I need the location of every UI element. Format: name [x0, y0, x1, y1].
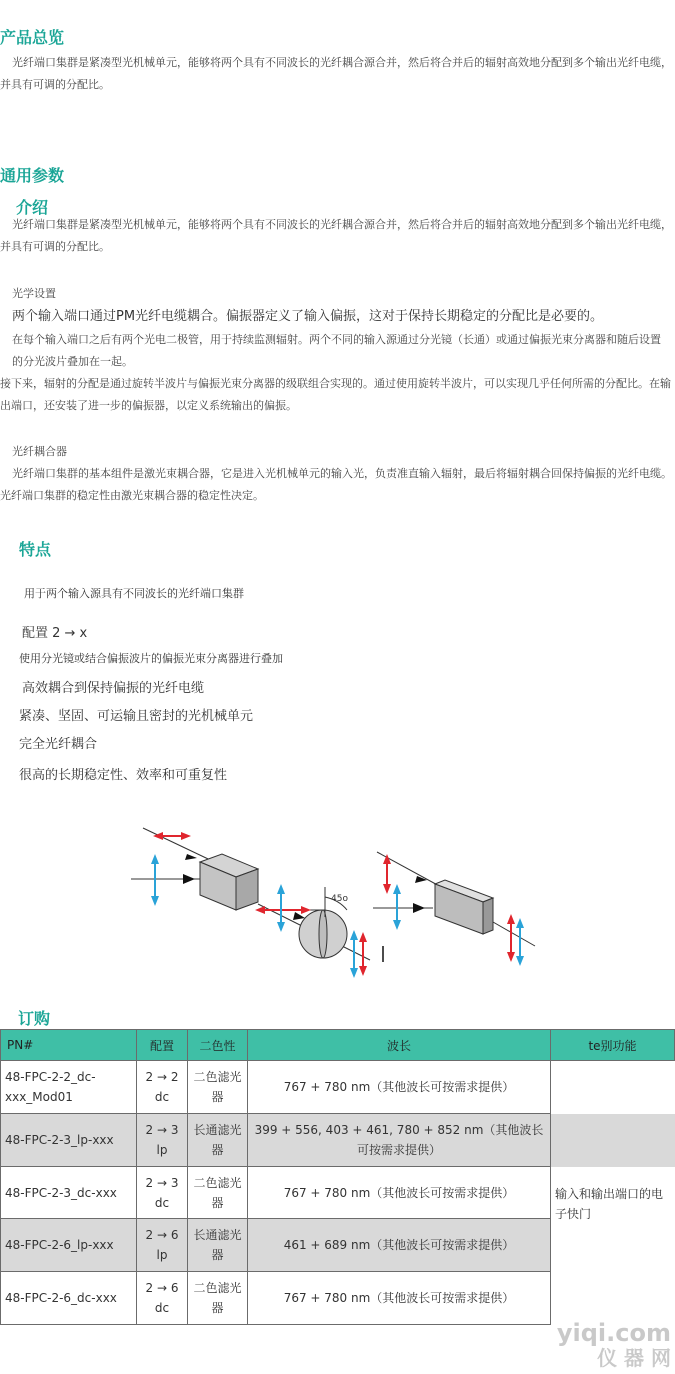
- cell-pn: 48-FPC-2-6_dc-xxx: [1, 1272, 137, 1325]
- table-row: [1, 1114, 675, 1167]
- feature-item: 使用分光镜或结合偏振波片的偏振光束分离器进行叠加: [19, 652, 283, 665]
- overview-text: 光纤端口集群是紧凑型光机械单元，能够将两个具有不同波长的光纤耦合源合并，然后将合并后的辐射高效地分配到多个输出光纤电缆，并具有可调的分配比。: [0, 56, 672, 91]
- cell-pn: 48-FPC-2-2_dc-xxx_Mod01: [1, 1061, 137, 1114]
- cell-pn: 48-FPC-2-6_lp-xxx: [1, 1219, 137, 1272]
- coupler-text: 光纤端口集群的基本组件是激光束耦合器，它是进入光机械单元的输入光，负责准直输入辐射，最后将辐射耦合回保持偏振的光纤电缆。光纤端口集群的稳定性由激光束耦合器的稳定性决定。: [0, 467, 672, 502]
- table-row: [1, 1061, 675, 1114]
- cell-dichroic: 二色滤光器: [188, 1272, 248, 1325]
- site-watermark: [557, 1320, 671, 1370]
- order-table: [0, 1029, 675, 1325]
- cell-config: 2 → 3 lp: [137, 1114, 188, 1167]
- beam-splitter-cube: [200, 854, 258, 910]
- features-title: 特点: [19, 540, 52, 559]
- watermark-name: 仪 器 网: [597, 1346, 671, 1370]
- cell-dichroic: 二色滤光器: [188, 1061, 248, 1114]
- column-header-config: 配置: [137, 1030, 188, 1061]
- general-title: 通用参数: [0, 166, 65, 185]
- cell-wavelength: 399 + 556, 403 + 461, 780 + 852 nm（其他波长可按需求提供）: [248, 1114, 551, 1167]
- coupler-title: 光纤耦合器: [12, 445, 67, 458]
- column-header-special-function: te别功能: [551, 1030, 675, 1061]
- feature-item: 配置 2 → x: [22, 626, 88, 641]
- intro-title: 介绍: [16, 198, 49, 217]
- feature-item: 完全光纤耦合: [19, 737, 98, 752]
- cell-special-function: 输入和输出端口的电子快门: [551, 1167, 675, 1272]
- cell-special-function-empty: [551, 1114, 675, 1167]
- cell-wavelength: 767 + 780 nm（其他波长可按需求提供）: [248, 1061, 551, 1114]
- cell-wavelength: 767 + 780 nm（其他波长可按需求提供）: [248, 1167, 551, 1219]
- feature-item: 高效耦合到保持偏振的光纤电缆: [22, 681, 205, 696]
- cell-config: 2 → 6 lp: [137, 1219, 188, 1272]
- cell-config: 2 → 6 dc: [137, 1272, 188, 1325]
- optics-paragraph-3: 接下来，辐射的分配是通过旋转半波片与偏振光束分离器的级联组合实现的。通过使用旋转半波片，可以实现几乎任何所需的分配比。在输出端口，还安装了进一步的偏振器，以定义系统输出的偏振。: [0, 377, 671, 412]
- optics-paragraph-1: 两个输入端口通过PM光纤电缆耦合。偏振器定义了输入偏振，这对于保持长期稳定的分配比是必要的。: [12, 309, 604, 324]
- angle-label: 45o: [331, 894, 348, 904]
- feature-item: 用于两个输入源具有不同波长的光纤端口集群: [24, 587, 244, 600]
- cell-dichroic: 长通滤光器: [188, 1114, 248, 1167]
- table-row: [1, 1272, 675, 1325]
- order-title: 订购: [18, 1009, 51, 1028]
- column-header-pn: PN#: [1, 1030, 137, 1061]
- feature-item: 紧凑、坚固、可运输且密封的光机械单元: [19, 709, 254, 724]
- cell-pn: 48-FPC-2-3_lp-xxx: [1, 1114, 137, 1167]
- cell-config: 2 → 2 dc: [137, 1061, 188, 1114]
- polarizer-box: [435, 880, 493, 934]
- column-header-wavelength: 波长: [248, 1030, 551, 1061]
- intro-text: 光纤端口集群是紧凑型光机械单元，能够将两个具有不同波长的光纤耦合源合并，然后将合并后的辐射高效地分配到多个输出光纤电缆，并具有可调的分配比。: [0, 218, 672, 253]
- beam-arrow: [185, 854, 197, 860]
- column-header-dichroic: 二色性: [188, 1030, 248, 1061]
- cell-dichroic: 二色滤光器: [188, 1167, 248, 1219]
- watermark-domain: yiqi.com: [556, 1319, 671, 1347]
- cell-wavelength: 461 + 689 nm（其他波长可按需求提供）: [248, 1219, 551, 1272]
- cell-dichroic: 长通滤光器: [188, 1219, 248, 1272]
- table-header-row: [1, 1030, 675, 1061]
- optical-setup-diagram: [125, 822, 545, 984]
- cell-config: 2 → 3 dc: [137, 1167, 188, 1219]
- optics-title: 光学设置: [12, 287, 56, 300]
- feature-item: 很高的长期稳定性、效率和可重复性: [19, 768, 228, 783]
- overview-title: 产品总览: [0, 28, 65, 47]
- optics-paragraph-2: 在每个输入端口之后有两个光电二极管，用于持续监测辐射。两个不同的输入源通过分光镜（长通）或通过偏振光束分离器和随后设置的分光波片叠加在一起。: [12, 333, 661, 368]
- table-row: [1, 1167, 675, 1219]
- cell-pn: 48-FPC-2-3_dc-xxx: [1, 1167, 137, 1219]
- cell-special-function-empty: [551, 1272, 675, 1325]
- cell-wavelength: 767 + 780 nm（其他波长可按需求提供）: [248, 1272, 551, 1325]
- cell-special-function-empty: [551, 1061, 675, 1114]
